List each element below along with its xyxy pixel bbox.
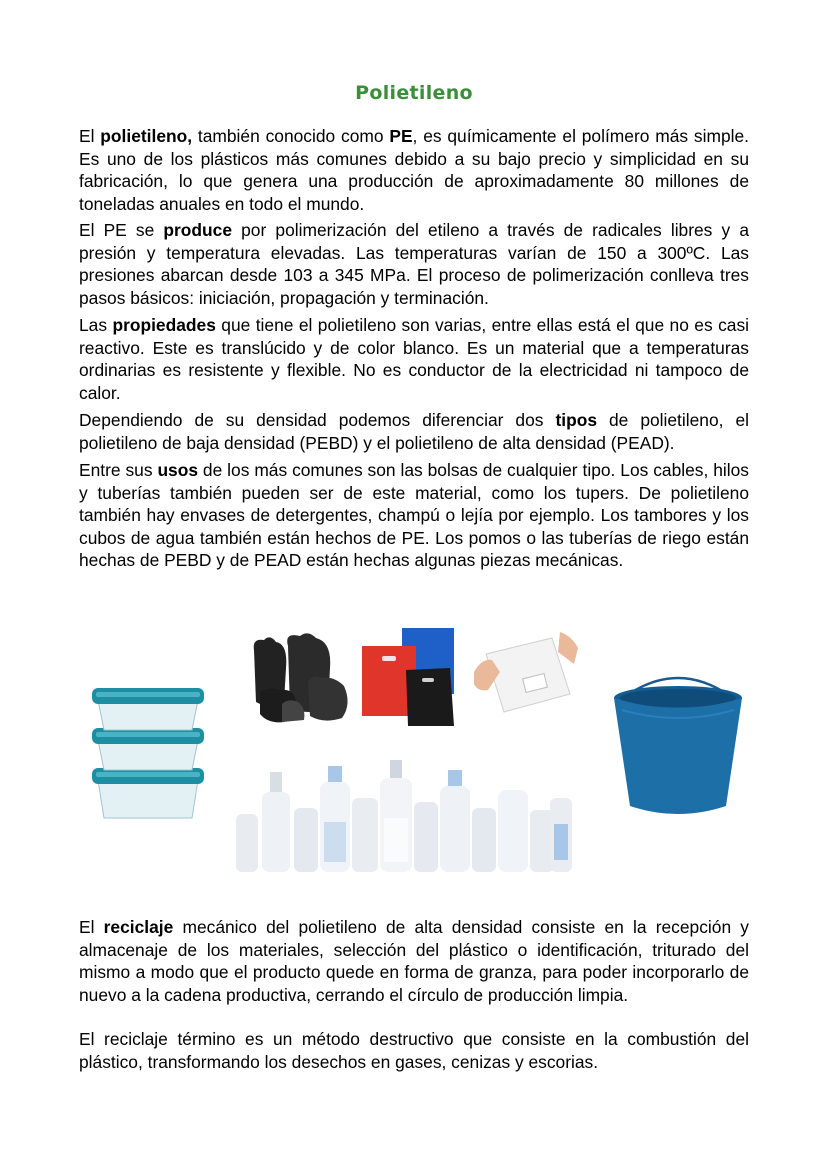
paragraph-recycling: El reciclaje mecánico del polietileno de alta densidad consiste en la recepción y almacenaje de los materiales, selección del plástico o identificación, triturado del mismo a modo que el producto quede en forma de granza, para poder incorporarlo de nuevo a la cadena productiva, cerrando el círculo de producción limpia. (79, 917, 749, 1005)
shopping-bags-image (360, 622, 460, 728)
paragraph-properties: Las propiedades que tiene el polietileno son varias, entre ellas está el que no es casi reactivo. Este es translúcido y de color blanco. Es un material que a temperaturas ordinarias es resistente y flexible. No es conductor de la electricidad ni tampoco de calor. (79, 315, 750, 403)
bucket-image (612, 674, 744, 818)
paragraph-types: Dependiendo de su densidad podemos diferenciar dos tipos de polietileno, el polietileno de baja densidad (PEBD) y el polietileno de alta densidad (PEAD). (79, 410, 749, 453)
paragraph-intro: El polietileno, también conocido como PE, es químicamente el polímero más simple. Es uno de los plásticos más comunes debido a su bajo precio y simplicidad en su fabricación, lo que genera una producción de aproximadamente 80 millones de toneladas anuales en todo el mundo. (79, 126, 749, 214)
page-title: Polietileno (355, 82, 473, 104)
food-containers-image (88, 680, 208, 825)
plastic-bottles-image (232, 752, 576, 876)
paragraph-production: El PE se produce por polimerización del etileno a través de radicales libres y a presión y temperatura elevadas. Las temperaturas varían de 150 a 300ºC. Las presiones abarcan desde 103 a 345 MPa. El proceso de polimerización conlleva tres pasos básicos: iniciación, propagación y terminación. (79, 220, 749, 308)
trash-bags-image (248, 628, 352, 724)
container-middle (92, 728, 204, 770)
mailer-bag-image (474, 632, 578, 716)
paragraph-uses: Entre sus usos de los más comunes son las bolsas de cualquier tipo. Los cables, hilos y tuberías también pueden ser de este material, como los tupers. De polietileno también hay envases de detergentes, champú o lejía por ejemplo. Los tambores y los cubos de agua también están hechos de PE. Los pomos o las tuberías de riego están hechas de PEBD y de PEAD están hechas algunas piezas mecánicas. (79, 460, 749, 570)
container-bottom (92, 768, 204, 818)
container-top (92, 688, 204, 730)
paragraph-thermal-recycling: El reciclaje término es un método destructivo que consiste en la combustión del plástico, transformando los desechos en gases, cenizas y escorias. (79, 1029, 749, 1072)
